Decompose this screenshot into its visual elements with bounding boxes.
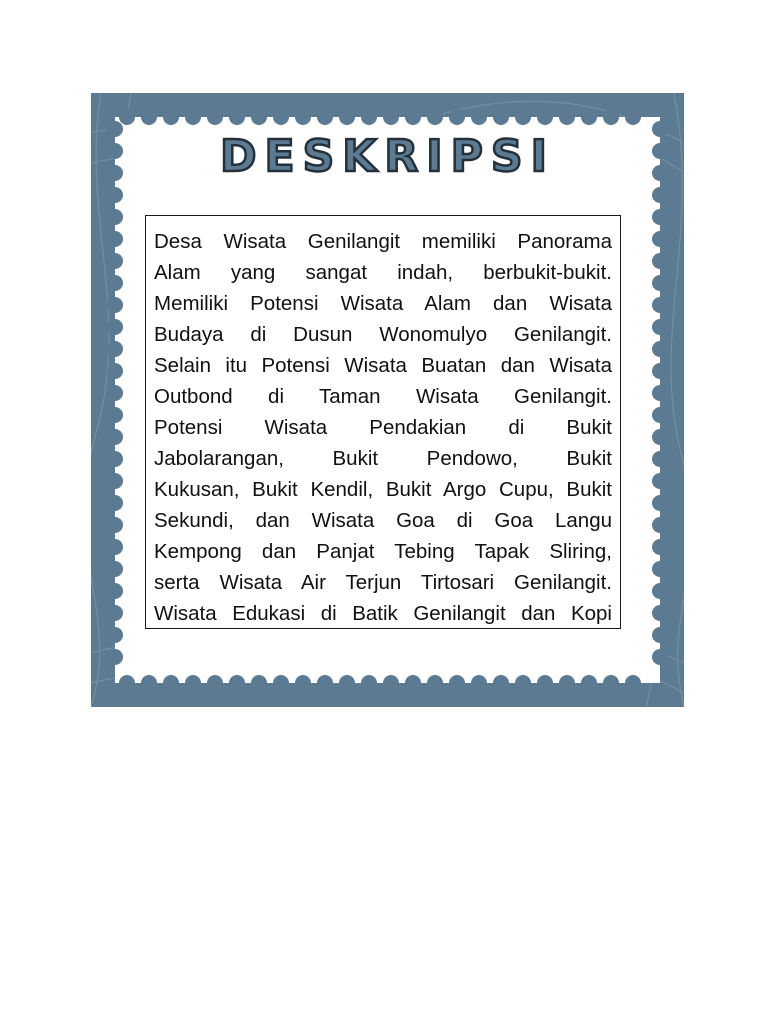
perforation-dot: [559, 109, 575, 125]
perforation-dot: [251, 675, 267, 691]
perforation-dot: [273, 675, 289, 691]
perforation-dot: [493, 109, 509, 125]
perforation-dot: [107, 473, 123, 489]
description-line: Kempong dan Panjat Tebing Tapak Sliring,: [154, 540, 612, 563]
perforation-dot: [107, 627, 123, 643]
perforation-dot: [625, 675, 641, 691]
perforation-dot: [603, 109, 619, 125]
description-line: serta Wisata Air Terjun Tirtosari Genilangit.: [154, 571, 612, 594]
perforation-dot: [383, 675, 399, 691]
perforation-dot: [515, 675, 531, 691]
perforation-dot: [339, 109, 355, 125]
perforation-dot: [273, 109, 289, 125]
perforation-dot: [652, 429, 668, 445]
perforation-dot: [652, 539, 668, 555]
description-line: Outbond di Taman Wisata Genilangit.: [154, 385, 612, 408]
description-line: Desa Wisata Genilangit memiliki Panorama: [154, 230, 612, 253]
perforation-dot: [652, 451, 668, 467]
perforation-dot: [652, 649, 668, 665]
perforation-dot: [107, 275, 123, 291]
perforation-dot: [581, 109, 597, 125]
perforation-dot: [107, 297, 123, 313]
perforation-dot: [652, 473, 668, 489]
perforation-dot: [652, 627, 668, 643]
perforation-dot: [515, 109, 531, 125]
perforation-dot: [107, 583, 123, 599]
perforation-dot: [652, 341, 668, 357]
perforation-dot: [471, 675, 487, 691]
perforation-dot: [107, 429, 123, 445]
description-line: Sekundi, dan Wisata Goa di Goa Langu: [154, 509, 612, 532]
perforation-dot: [107, 605, 123, 621]
perforation-dot: [141, 675, 157, 691]
perforation-dot: [107, 187, 123, 203]
perforation-dot: [361, 109, 377, 125]
perforation-dot: [652, 583, 668, 599]
perforation-dot: [405, 675, 421, 691]
perforation-dot: [471, 109, 487, 125]
perforation-dot: [163, 109, 179, 125]
perforation-dot: [107, 231, 123, 247]
description-line: Potensi Wisata Pendakian di Bukit: [154, 416, 612, 439]
perforation-dot: [317, 109, 333, 125]
perforation-dot: [361, 675, 377, 691]
description-line: Memiliki Potensi Wisata Alam dan Wisata: [154, 292, 612, 315]
description-line: Selain itu Potensi Wisata Buatan dan Wisata: [154, 354, 612, 377]
perforation-dot: [652, 231, 668, 247]
perforation-dot: [107, 363, 123, 379]
description-line: Jabolarangan, Bukit Pendowo, Bukit: [154, 447, 612, 470]
perforation-dot: [493, 675, 509, 691]
perforation-dot: [652, 363, 668, 379]
description-box: [145, 215, 621, 629]
description-line: Wisata Edukasi di Batik Genilangit dan Kopi: [154, 602, 612, 625]
page-title: DESKRIPSI: [220, 131, 555, 182]
perforation-dot: [107, 341, 123, 357]
perforation-dot: [537, 109, 553, 125]
perforation-dot: [652, 187, 668, 203]
perforation-dot: [185, 675, 201, 691]
perforation-dot: [295, 109, 311, 125]
perforation-dot: [141, 109, 157, 125]
perforation-dot: [107, 649, 123, 665]
perforation-dot: [625, 109, 641, 125]
perforation-dot: [107, 385, 123, 401]
perforation-dot: [559, 675, 575, 691]
perforation-dot: [295, 675, 311, 691]
perforation-dot: [251, 109, 267, 125]
perforation-dot: [229, 109, 245, 125]
perforation-dot: [652, 253, 668, 269]
perforation-dot: [652, 319, 668, 335]
perforation-dot: [652, 495, 668, 511]
perforation-dot: [119, 109, 135, 125]
perforation-dot: [163, 675, 179, 691]
perforation-dot: [107, 407, 123, 423]
perforation-dot: [427, 675, 443, 691]
perforation-dot: [119, 675, 135, 691]
perforation-dot: [107, 495, 123, 511]
perforation-dot: [107, 253, 123, 269]
perforation-dot: [207, 675, 223, 691]
description-line: Budaya di Dusun Wonomulyo Genilangit.: [154, 323, 612, 346]
perforation-dot: [405, 109, 421, 125]
stamp-frame: [91, 93, 684, 707]
perforation-dot: [652, 605, 668, 621]
perforation-dot: [652, 275, 668, 291]
perforation-dot: [107, 561, 123, 577]
perforation-dot: [427, 109, 443, 125]
perforation-dot: [652, 385, 668, 401]
perforation-dot: [603, 675, 619, 691]
perforation-dot: [207, 109, 223, 125]
perforation-dot: [652, 561, 668, 577]
perforation-dot: [652, 517, 668, 533]
perforation-dot: [107, 319, 123, 335]
perforation-dot: [107, 539, 123, 555]
perforation-dot: [449, 109, 465, 125]
perforation-dot: [107, 209, 123, 225]
perforation-dot: [383, 109, 399, 125]
perforation-dot: [652, 297, 668, 313]
perforation-dot: [652, 209, 668, 225]
perforation-dot: [339, 675, 355, 691]
perforation-dot: [185, 109, 201, 125]
perforation-dot: [537, 675, 553, 691]
perforation-dot: [581, 675, 597, 691]
perforation-dot: [229, 675, 245, 691]
perforation-dot: [317, 675, 333, 691]
perforation-dot: [107, 517, 123, 533]
description-line: Kukusan, Bukit Kendil, Bukit Argo Cupu, Bukit: [154, 478, 612, 501]
perforation-dot: [652, 407, 668, 423]
perforation-dot: [107, 451, 123, 467]
perforation-dot: [449, 675, 465, 691]
description-line: Alam yang sangat indah, berbukit-bukit.: [154, 261, 612, 284]
